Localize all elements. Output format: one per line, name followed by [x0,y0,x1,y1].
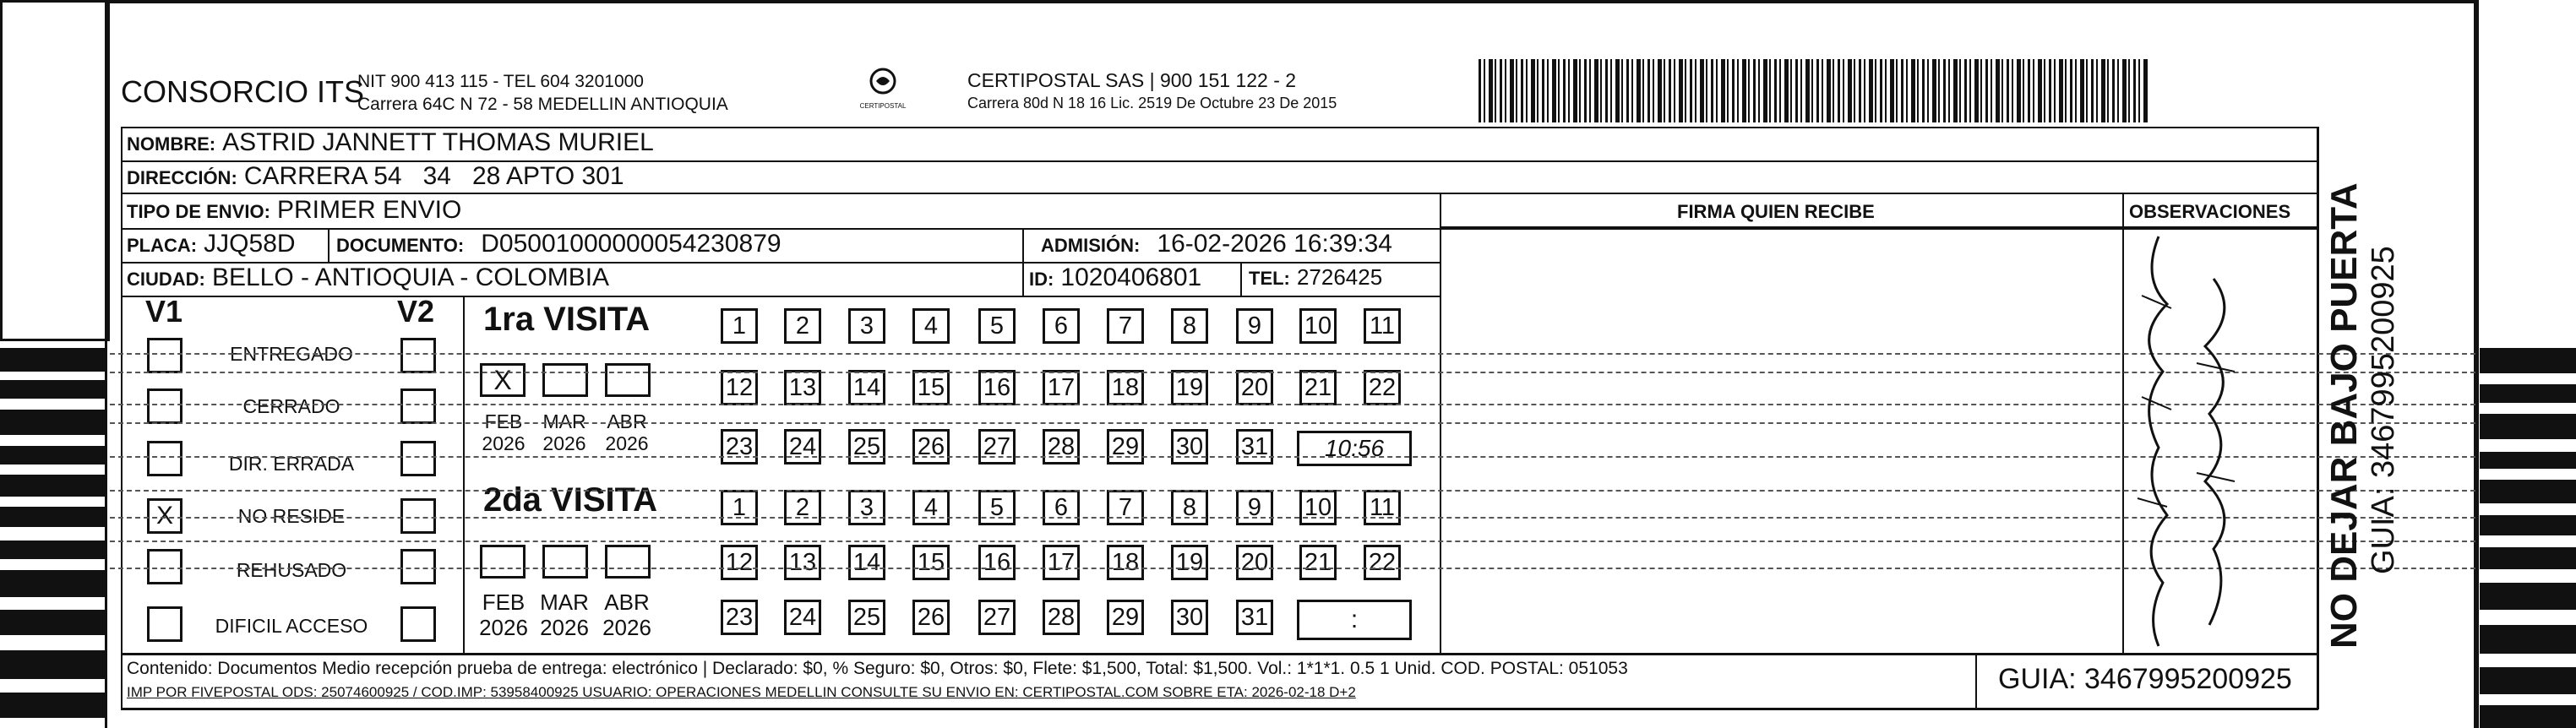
v2-rehusado-checkbox[interactable] [400,549,436,584]
day-box[interactable]: 21 [1299,370,1337,405]
day-box[interactable]: 2 [784,490,821,525]
day-box[interactable]: 10 [1299,490,1337,525]
id-value: 1020406801 [1060,263,1202,291]
day-box[interactable]: 30 [1171,600,1208,635]
tipo-value: PRIMER ENVIO [276,196,462,224]
day-box[interactable]: 29 [1107,600,1144,635]
observaciones-header: OBSERVACIONES [2129,201,2291,222]
day-box[interactable]: 24 [784,600,821,635]
scan-streak [110,422,2475,424]
day-box[interactable]: 7 [1107,490,1144,525]
side-guia-text: GUIA: 3467995200925 [2366,246,2401,574]
month-abr-box-2[interactable] [605,545,651,579]
tipo-field [127,196,461,225]
day-box[interactable]: 16 [978,370,1016,405]
nombre-field [127,128,654,157]
day-box[interactable]: 22 [1364,370,1401,405]
rule [1440,226,2318,228]
rule [328,228,329,262]
month-mar-box-1[interactable] [542,363,588,397]
checkmark-icon: X [493,364,512,395]
reason-dificil-acceso: DIFICIL ACCESO [215,615,368,637]
v1-entregado-checkbox[interactable] [147,338,182,373]
day-box[interactable]: 18 [1107,370,1144,405]
v1-cerrado-checkbox[interactable] [147,388,182,424]
day-box[interactable]: 3 [848,308,885,344]
day-box[interactable]: 15 [912,370,950,405]
day-box[interactable]: 19 [1171,545,1208,580]
nombre-value: ASTRID JANNETT THOMAS MURIEL [222,128,654,156]
ciudad-label: CIUDAD: [127,269,205,290]
month-mar-label: MAR [542,410,586,432]
day-box[interactable]: 23 [721,600,758,635]
day-box[interactable]: 4 [912,490,950,525]
v2-cerrado-checkbox[interactable] [400,388,436,424]
scan-streak [110,404,2475,405]
year-mar-label: 2026 [542,432,586,454]
rule [121,653,2318,655]
scan-streak [110,568,2475,569]
scan-streak [110,372,2475,373]
scan-bar-right [2480,384,2576,403]
rule [2317,127,2319,709]
day-box[interactable]: 13 [784,370,821,405]
day-box[interactable]: 10 [1299,308,1337,344]
day-box[interactable]: 19 [1171,370,1208,405]
v1-dir-errada-checkbox[interactable] [147,441,182,476]
tipo-label: TIPO DE ENVIO: [127,201,270,222]
day-box[interactable]: 15 [912,545,950,580]
day-box[interactable]: 14 [848,545,885,580]
scan-bar-right [2480,480,2576,503]
day-box[interactable]: 7 [1107,308,1144,344]
scan-bar-right [2480,348,2576,373]
company-name: CONSORCIO ITS [121,74,365,109]
time-box-1[interactable] [1297,431,1412,466]
barcode [1479,59,2148,122]
rule [1975,653,1977,709]
day-box[interactable]: 25 [848,600,885,635]
scan-streak [110,353,2475,355]
direccion-value: CARRERA 54 34 28 APTO 301 [243,162,624,190]
day-box[interactable]: 26 [912,429,950,465]
v2-no-reside-checkbox[interactable] [400,498,436,534]
v2-entregado-checkbox[interactable] [400,338,436,373]
id-field [1029,263,1201,292]
day-box[interactable]: 23 [721,429,758,465]
v2-dificil-acceso-checkbox[interactable] [400,606,436,642]
primera-visita-label: 1ra VISITA [483,301,651,338]
day-box[interactable]: 1 [721,308,758,344]
day-box[interactable]: 18 [1107,545,1144,580]
no-dejar-bajo-puerta-text: NO DEJAR BAJO PUERTA [2323,182,2365,649]
day-box[interactable]: 12 [721,545,758,580]
scan-streak [110,490,2475,492]
scan-bar-right [2480,583,2576,610]
month-feb-label-2: FEB [482,589,526,615]
checkmark-icon: X [155,502,173,530]
v1-header: V1 [145,294,183,329]
admision-field [1041,230,1392,258]
day-box[interactable]: 9 [1236,308,1273,344]
day-box[interactable]: 9 [1236,490,1273,525]
day-box[interactable]: 28 [1043,600,1080,635]
v2-header: V2 [397,294,435,329]
reason-cerrado: CERRADO [242,395,340,417]
time-value-1: 10:56 [1324,435,1385,461]
scan-bar-right [2480,452,2576,469]
day-box[interactable]: 11 [1364,490,1401,525]
month-feb-box-2[interactable] [480,545,526,579]
logo-text: CERTIPOSTAL [859,102,907,110]
day-box[interactable]: 26 [912,600,950,635]
placa-field [127,230,296,258]
day-box[interactable]: 31 [1236,600,1273,635]
month-abr-label-2: ABR [604,589,650,615]
direccion-label: DIRECCIÓN: [127,167,237,188]
day-box[interactable]: 11 [1364,308,1401,344]
day-box[interactable]: 24 [784,429,821,465]
scan-bar-left [0,446,105,465]
observaciones-handwriting-icon [2125,228,2184,650]
rule [121,708,2318,710]
year-feb-label: 2026 [482,432,526,454]
reason-rehusado: REHUSADO [236,559,347,581]
rule [121,127,123,709]
tel-value: 2726425 [1296,264,1383,290]
tel-field [1249,263,1382,291]
day-box[interactable]: 12 [721,370,758,405]
day-box[interactable]: 4 [912,308,950,344]
scan-bar-right [2480,705,2576,728]
day-box[interactable]: 22 [1364,545,1401,580]
scan-bar-left [0,570,105,597]
month-abr-box-1[interactable] [605,363,651,397]
rule [121,193,2318,194]
firma-signature-icon [2188,262,2247,633]
scan-bar-right [2480,414,2576,439]
footer-guia: GUIA: 3467995200925 [1998,663,2292,695]
v1-dificil-acceso-checkbox[interactable] [147,606,182,642]
courier-address: Carrera 80d N 18 16 Lic. 2519 De Octubre 23 De 2015 [967,95,1337,111]
time-value-2: : [1350,606,1359,633]
documento-value: D05001000000054230879 [481,230,782,258]
reason-no-reside: NO RESIDE [237,505,346,527]
day-box[interactable]: 1 [721,490,758,525]
scan-bar-right [2480,547,2576,569]
day-box[interactable]: 29 [1107,429,1144,465]
year-feb-label-2: 2026 [479,615,528,640]
scan-streak [110,456,2475,458]
placa-value: JJQ58D [204,230,296,258]
day-box[interactable]: 13 [784,545,821,580]
day-box[interactable]: 17 [1043,370,1080,405]
scan-bar-right [2480,667,2576,694]
reason-dir-errada: DIR. ERRADA [228,453,355,475]
month-feb-label: FEB [484,410,523,432]
time-box-2[interactable] [1297,600,1412,640]
month-mar-box-2[interactable] [542,545,588,579]
day-box[interactable]: 30 [1171,429,1208,465]
tel-label: TEL: [1249,268,1290,289]
documento-label: DOCUMENTO: [336,235,465,256]
rule [463,297,465,653]
day-box[interactable]: 27 [978,600,1016,635]
month-feb-box-1[interactable] [480,363,526,397]
scan-bar-left [0,380,105,399]
company-nit: NIT 900 413 115 - TEL 604 3201000 [357,72,644,91]
year-mar-label-2: 2026 [540,615,589,640]
day-box[interactable]: 20 [1236,370,1273,405]
segunda-visita-label: 2da VISITA [483,481,657,519]
day-box[interactable]: 8 [1171,490,1208,525]
page-border-right [2474,0,2479,728]
scan-bar-left [0,348,105,372]
contenido-text: Contenido: Documentos Medio recepción prueba de entrega: electrónico | Declarado: $0, % Seguro: $0, Otros: $0, Flete: $1,500, Total: $1,500. Vol.: 1*1*1. 0.5 1 Unid. COD. POSTAL: 051053 [127,659,1628,678]
scan-bar-left [0,650,105,679]
id-label: ID: [1029,269,1054,290]
ciudad-field [127,263,609,292]
company-address: Carrera 64C N 72 - 58 MEDELLIN ANTIOQUIA [357,95,728,114]
scan-streak [110,541,2475,542]
day-box[interactable]: 5 [978,308,1016,344]
nombre-label: NOMBRE: [127,133,216,155]
direccion-field [127,162,624,191]
scan-bar-right [2480,625,2576,654]
certipostal-logo-icon [858,64,908,111]
day-box[interactable]: 16 [978,545,1016,580]
v1-no-reside-checkbox[interactable] [147,498,182,534]
scan-bar-left [0,693,105,718]
day-box[interactable]: 25 [848,429,885,465]
month-mar-label-2: MAR [540,589,589,615]
rule [1240,262,1242,296]
day-box[interactable]: 6 [1043,490,1080,525]
ciudad-value: BELLO - ANTIOQUIA - COLOMBIA [211,263,610,291]
scan-bar-right [2480,515,2576,535]
day-box[interactable]: 20 [1236,545,1273,580]
scan-bar-left [0,610,105,635]
day-box[interactable]: 5 [978,490,1016,525]
day-box[interactable]: 6 [1043,308,1080,344]
day-box[interactable]: 28 [1043,429,1080,465]
page-border-top [105,0,2479,3]
day-box[interactable]: 21 [1299,545,1337,580]
day-box[interactable]: 31 [1236,429,1273,465]
rule [121,296,1441,297]
day-box[interactable]: 8 [1171,308,1208,344]
imp-text: IMP POR FIVEPOSTAL ODS: 25074600925 / COD.IMP: 53958400925 USUARIO: OPERACIONES MEDELLIN CONSULTE SU ENVIO EN: CERTIPOSTAL.COM SOBRE ETA: 2026-02-18 D+2 [127,684,1356,700]
documento-field [336,230,782,258]
admision-label: ADMISIÓN: [1041,235,1141,256]
scan-bar-left [0,410,105,435]
day-box[interactable]: 17 [1043,545,1080,580]
year-abr-label-2: 2026 [602,615,651,640]
placa-label: PLACA: [127,235,198,256]
firma-header: FIRMA QUIEN RECIBE [1677,201,1875,222]
day-box[interactable]: 27 [978,429,1016,465]
scan-bar-left [0,541,105,559]
scan-margin-left [0,0,110,341]
year-abr-label: 2026 [605,432,649,454]
reason-entregado: ENTREGADO [230,343,353,365]
month-abr-label: ABR [607,410,647,432]
day-box[interactable]: 2 [784,308,821,344]
v2-dir-errada-checkbox[interactable] [400,441,436,476]
rule [1022,228,1024,296]
admision-value: 16-02-2026 16:39:34 [1157,230,1392,258]
v1-rehusado-checkbox[interactable] [147,549,182,584]
day-box[interactable]: 14 [848,370,885,405]
scan-streak [110,517,2475,519]
page-border-left [105,0,107,728]
scan-bar-left [0,507,105,527]
day-box[interactable]: 3 [848,490,885,525]
scan-bar-left [0,475,105,497]
courier-name: CERTIPOSTAL SAS | 900 151 122 - 2 [967,69,1297,91]
